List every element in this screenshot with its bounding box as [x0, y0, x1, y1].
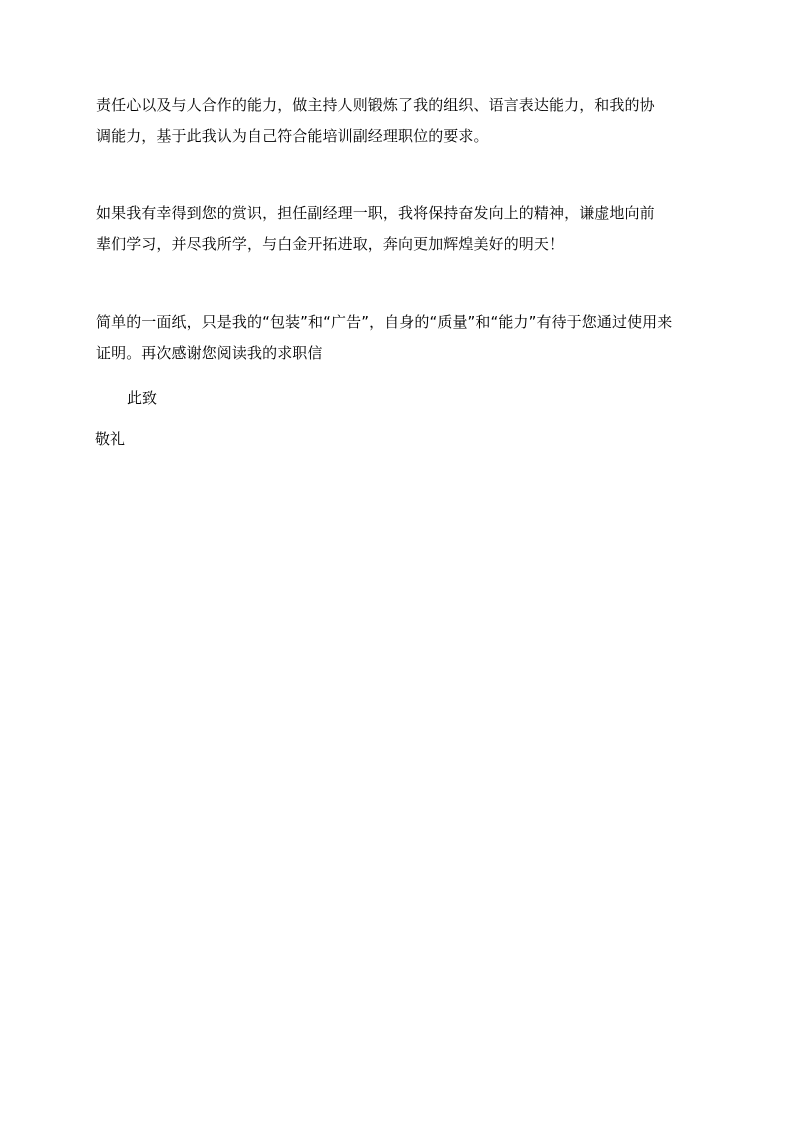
paragraph-line: 如果我有幸得到您的赏识，担任副经理一职，我将保持奋发向上的精神，谦虚地向前: [96, 204, 655, 222]
paragraph-line: 责任心以及与人合作的能力，做主持人则锻炼了我的组织、语言表达能力，和我的协: [96, 96, 655, 114]
paragraph-line: 辈们学习，并尽我所学，与白金开拓进取，奔向更加辉煌美好的明天！: [96, 235, 565, 253]
closing-salutation: 此致: [127, 389, 158, 407]
paragraph-line: 证明。再次感谢您阅读我的求职信: [96, 344, 323, 362]
closing-regards: 敬礼: [95, 430, 126, 448]
paragraph-aspiration: [96, 198, 700, 260]
paragraph-conclusion: [96, 307, 700, 369]
paragraph-line: 简单的一面纸，只是我的“包装”和“广告”，自身的“质量”和“能力”有待于您通过使用来: [96, 313, 673, 331]
paragraph-abilities: [96, 90, 700, 152]
paragraph-line: 调能力，基于此我认为自己符合能培训副经理职位的要求。: [96, 127, 489, 145]
